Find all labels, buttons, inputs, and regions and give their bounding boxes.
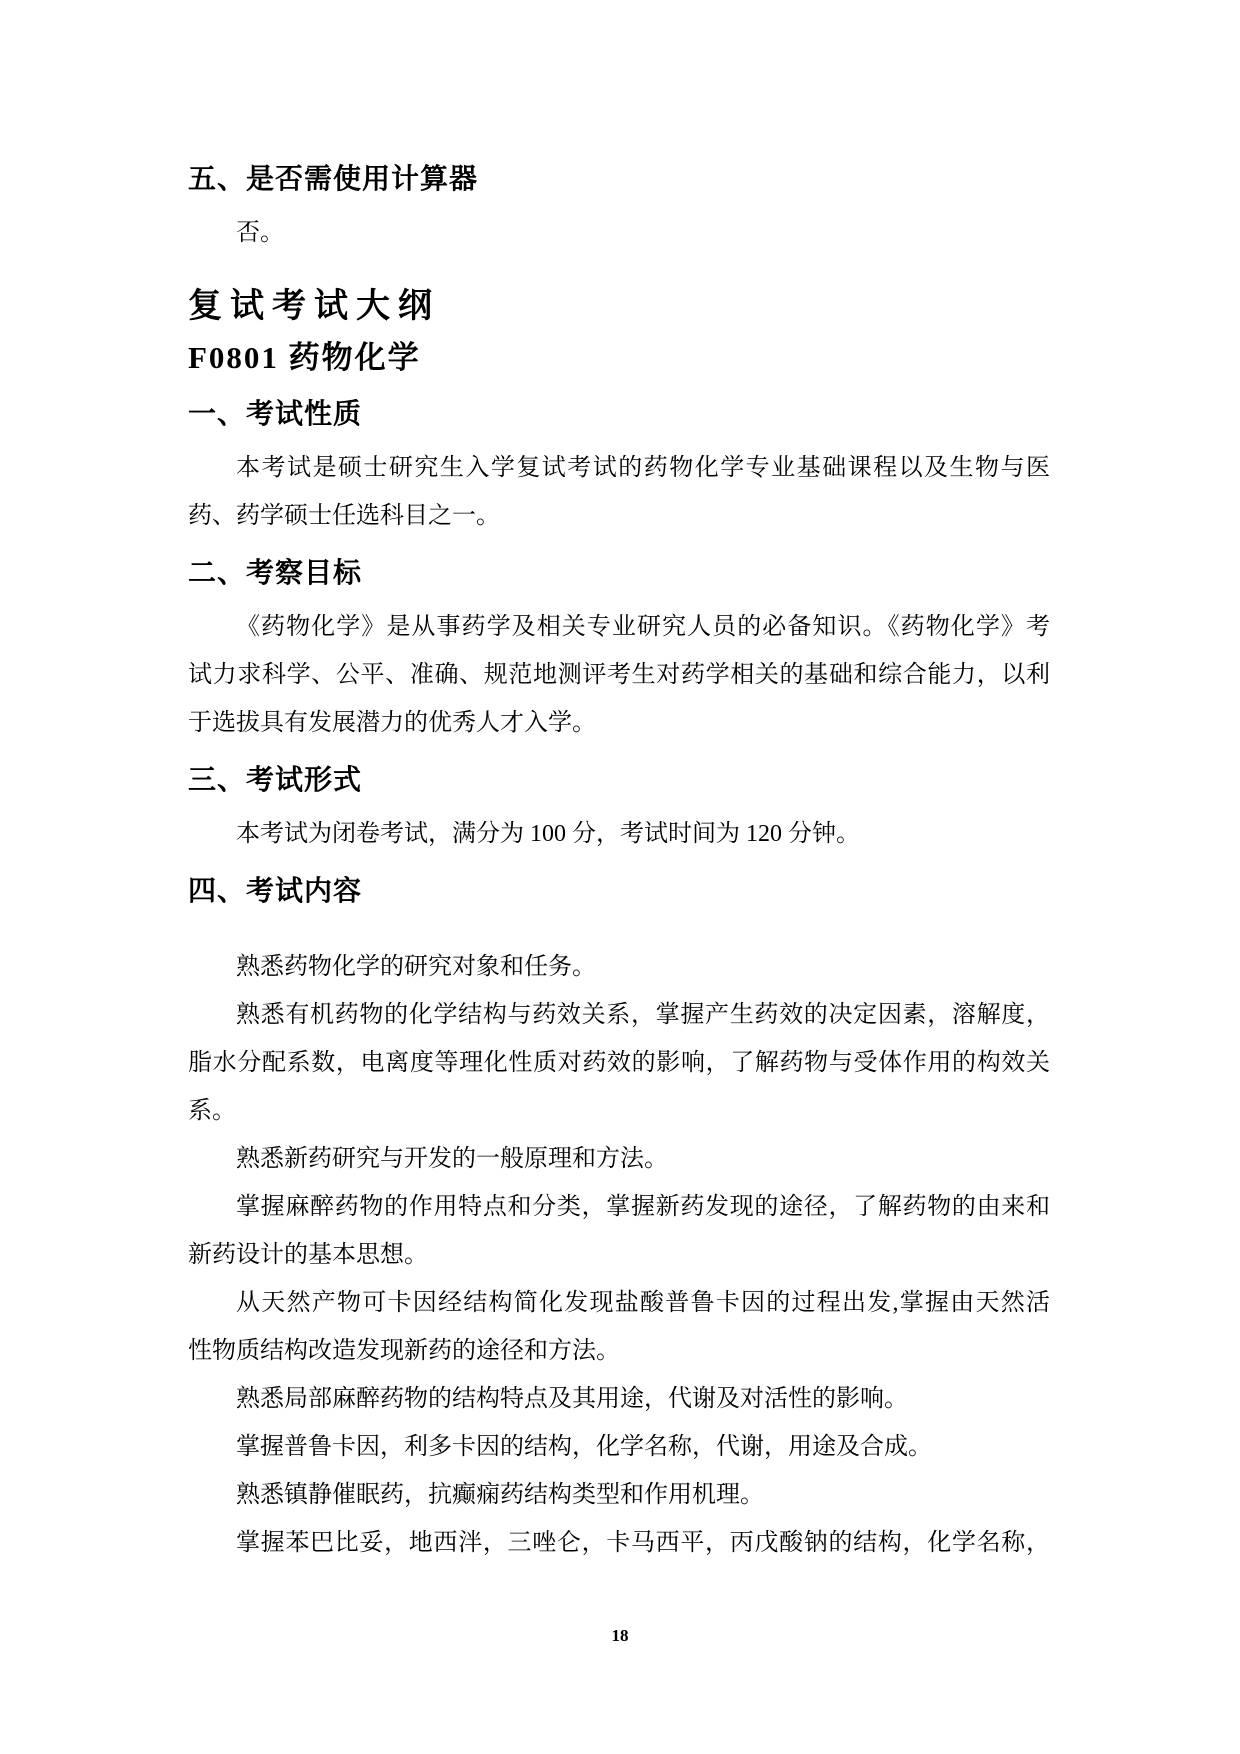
text-line: 掌握麻醉药物的作用特点和分类，掌握新药发现的途径，了解药物的由来和 bbox=[236, 1194, 1050, 1220]
text-line: 药、药学硕士任选科目之一。 bbox=[188, 503, 500, 529]
text-line: 本考试是硕士研究生入学复试考试的药物化学专业基础课程以及生物与医 bbox=[236, 455, 1050, 481]
section-heading-4: 四、考试内容 bbox=[188, 875, 363, 906]
text-line: 熟悉药物化学的研究对象和任务。 bbox=[236, 954, 596, 980]
document-title: 复试考试大纲 bbox=[188, 288, 440, 325]
text-line: 新药设计的基本思想。 bbox=[188, 1242, 428, 1268]
text-line: 脂水分配系数，电离度等理化性质对药效的影响，了解药物与受体作用的构效关 bbox=[188, 1050, 1050, 1076]
page-number: 18 bbox=[611, 1626, 629, 1645]
exam-format-paragraph bbox=[188, 810, 1050, 858]
course-heading: F0801 药物化学 bbox=[188, 340, 421, 375]
content-paragraph-6 bbox=[188, 1375, 1050, 1423]
text-line: 掌握苯巴比妥，地西泮，三唑仑，卡马西平，丙戊酸钠的结构，化学名称， bbox=[236, 1530, 1050, 1556]
text-line: 熟悉镇静催眠药，抗癫痫药结构类型和作用机理。 bbox=[236, 1482, 764, 1508]
text-line: 试力求科学、公平、准确、规范地测评考生对药学相关的基础和综合能力，以利 bbox=[188, 662, 1050, 688]
text-line: 熟悉局部麻醉药物的结构特点及其用途，代谢及对活性的影响。 bbox=[236, 1386, 908, 1412]
exam-nature-paragraph bbox=[188, 444, 1050, 540]
text-line: 熟悉新药研究与开发的一般原理和方法。 bbox=[236, 1146, 668, 1172]
content-paragraph-7 bbox=[188, 1423, 1050, 1471]
text-line: 系。 bbox=[188, 1098, 236, 1124]
content-paragraph-3 bbox=[188, 1135, 1050, 1183]
text-line: 熟悉有机药物的化学结构与药效关系，掌握产生药效的决定因素，溶解度， bbox=[236, 1002, 1050, 1028]
text-line: 性物质结构改造发现新药的途径和方法。 bbox=[188, 1338, 620, 1364]
text-line: 掌握普鲁卡因，利多卡因的结构，化学名称，代谢，用途及合成。 bbox=[236, 1434, 932, 1460]
content-paragraph-4 bbox=[188, 1183, 1050, 1279]
content-paragraph-9 bbox=[188, 1519, 1050, 1567]
content-paragraph-8 bbox=[188, 1471, 1050, 1519]
text-line: 于选拔具有发展潜力的优秀人才入学。 bbox=[188, 710, 596, 736]
text-line: 从天然产物可卡因经结构简化发现盐酸普鲁卡因的过程出发,掌握由天然活 bbox=[236, 1290, 1050, 1316]
exam-objective-paragraph bbox=[188, 603, 1050, 747]
content-paragraph-2 bbox=[188, 991, 1050, 1135]
text-line: 否。 bbox=[236, 220, 284, 246]
text-line: 《药物化学》是从事药学及相关专业研究人员的必备知识。《药物化学》考 bbox=[236, 614, 1050, 640]
section-heading-3: 三、考试形式 bbox=[188, 764, 363, 795]
text-line: 本考试为闭卷考试，满分为 100 分，考试时间为 120 分钟。 bbox=[236, 821, 860, 847]
section-heading-1: 一、考试性质 bbox=[188, 398, 363, 429]
section-heading-2: 二、考察目标 bbox=[188, 557, 363, 588]
content-paragraph-5 bbox=[188, 1279, 1050, 1375]
content-paragraph-1 bbox=[188, 943, 1050, 991]
answer-paragraph bbox=[188, 209, 1050, 257]
section-heading-5: 五、是否需使用计算器 bbox=[188, 163, 479, 194]
